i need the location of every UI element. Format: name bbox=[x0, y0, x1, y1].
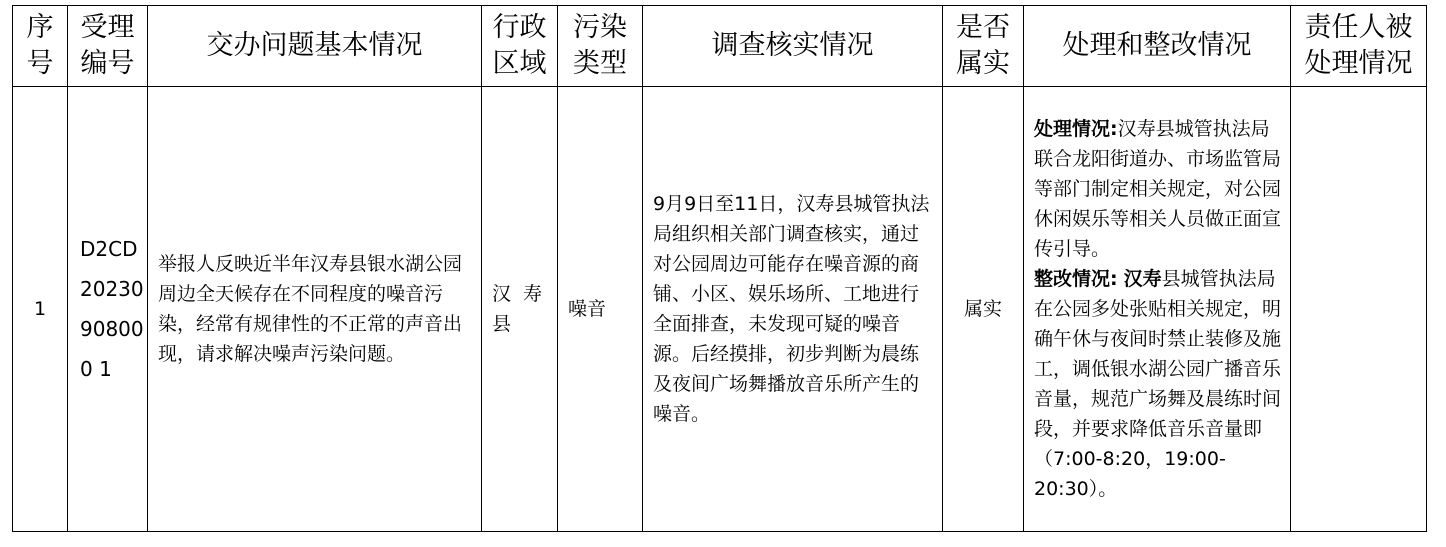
cell-investigation: 9月9日至11日，汉寿县城管执法局组织相关部门调查核实，通过对公园周边可能存在噪音源的商铺、小区、娱乐场所、工地进行全面排查，未发现可疑的噪音源。后经摸排，初步判断为晨练及夜间广场舞播放音乐所产生的噪音。 bbox=[643, 87, 943, 532]
rectify-label: 整改情况: bbox=[1034, 268, 1118, 290]
cell-verified: 属实 bbox=[943, 87, 1024, 532]
cell-seq: 1 bbox=[13, 87, 68, 532]
header-row bbox=[13, 6, 1427, 87]
header-seq: 序 号 bbox=[13, 6, 68, 87]
cell-responsible bbox=[1291, 87, 1427, 532]
cell-pollution: 噪音 bbox=[558, 87, 643, 532]
cell-handling bbox=[1024, 87, 1291, 532]
table-row bbox=[13, 87, 1427, 532]
header-verified: 是否 属实 bbox=[943, 6, 1024, 87]
cell-id: D2CD20230908000 1 bbox=[68, 87, 148, 532]
header-handling: 处理和整改情况 bbox=[1024, 6, 1291, 87]
header-pollution: 污染 类型 bbox=[558, 6, 643, 87]
rectify-bold: 汉寿 bbox=[1123, 268, 1162, 290]
header-issue: 交办问题基本情况 bbox=[148, 6, 482, 87]
header-id: 受理 编号 bbox=[68, 6, 148, 87]
header-responsible: 责任人被 处理情况 bbox=[1291, 6, 1427, 87]
issue-table bbox=[12, 5, 1427, 532]
header-region: 行政 区域 bbox=[482, 6, 558, 87]
handling-text: 汉寿县城管执法局联合龙阳街道办、市场监管局等部门制定相关规定，对公园休闲娱乐等相关人员做正面宣传引导。 bbox=[1034, 118, 1282, 260]
cell-issue: 举报人反映近半年汉寿县银水湖公园周边全天候存在不同程度的噪音污染，经常有规律性的不正常的声音出现，请求解决噪声污染问题。 bbox=[148, 87, 482, 532]
handling-label: 处理情况: bbox=[1034, 118, 1118, 140]
rectify-text: 县城管执法局在公园多处张贴相关规定，明确午休与夜间时禁止装修及施工，调低银水湖公园广播音乐音量，规范广场舞及晨练时间段，并要求降低音乐音量即（7:00-8:20，19:00-20:30）。 bbox=[1034, 268, 1282, 500]
header-investigation: 调查核实情况 bbox=[643, 6, 943, 87]
cell-region: 汉寿县 bbox=[482, 87, 558, 532]
